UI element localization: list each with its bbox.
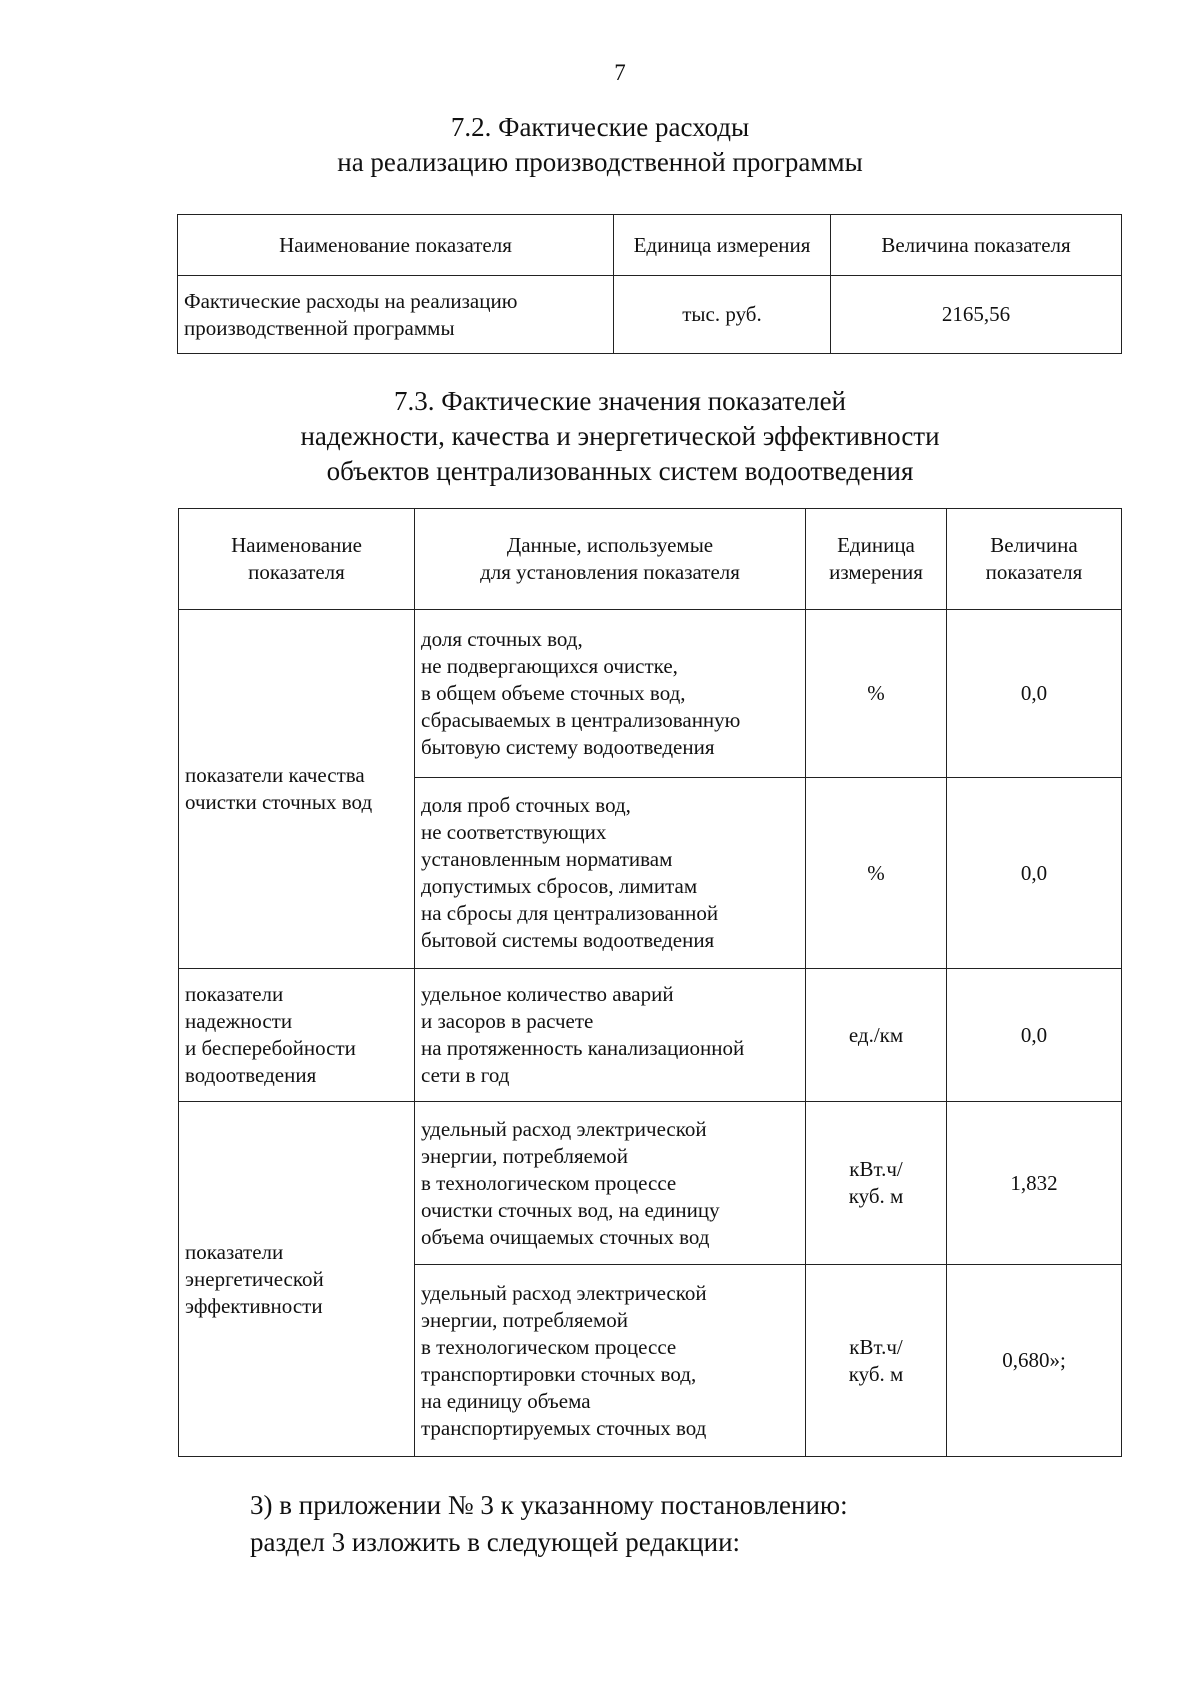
- value-cell: 0,0: [947, 969, 1122, 1102]
- data-used-cell: [415, 969, 806, 1102]
- table-header-row: [179, 509, 1122, 610]
- header-line: для установления показателя: [480, 560, 740, 584]
- header-line: измерения: [829, 560, 923, 584]
- section-72-title-line: на реализацию производственной программы: [337, 147, 863, 177]
- data-line: энергии, потребляемой: [421, 1143, 629, 1168]
- header-unit: Единица измерения: [614, 215, 831, 276]
- table-row: [179, 969, 1122, 1102]
- data-line: установленным нормативам: [421, 847, 673, 871]
- expenses-unit-cell: тыс. руб.: [614, 276, 831, 354]
- group-name-line: показатели: [185, 982, 284, 1006]
- value-cell: 0,0: [947, 610, 1122, 778]
- amendment-line: раздел 3 изложить в следующей редакции:: [250, 1527, 741, 1557]
- data-used-cell: [415, 1102, 806, 1265]
- unit-line: куб. м: [848, 1184, 904, 1208]
- data-line: на протяженность канализационной: [421, 1036, 745, 1060]
- group-name-line: и бесперебойности: [185, 1036, 356, 1060]
- actual-expenses-table: [177, 214, 1122, 354]
- header-indicator-name: [179, 509, 415, 610]
- header-indicator-name: Наименование показателя: [178, 215, 614, 276]
- header-value: [947, 509, 1122, 610]
- group-name-line: энергетической: [185, 1266, 324, 1291]
- page-number: 7: [614, 60, 626, 85]
- header-line: показателя: [248, 560, 345, 584]
- unit-cell: [806, 1265, 947, 1457]
- unit-cell: [806, 1102, 947, 1265]
- header-line: Величина: [990, 533, 1078, 557]
- amendment-line: 3) в приложении № 3 к указанному постановлению:: [250, 1490, 848, 1520]
- table-row: [179, 1102, 1122, 1265]
- header-line: Данные, используемые: [506, 533, 714, 557]
- header-value: Величина показателя: [831, 215, 1122, 276]
- indicators-table: [178, 508, 1122, 1457]
- value-cell: 0,0: [947, 778, 1122, 969]
- group-name-cell: [179, 1102, 415, 1457]
- unit-cell: ед./км: [806, 969, 947, 1102]
- data-line: сети в год: [421, 1063, 510, 1087]
- group-name-line: водоотведения: [185, 1063, 317, 1087]
- data-line: в технологическом процессе: [421, 1334, 677, 1359]
- data-line: в технологическом процессе: [421, 1170, 677, 1195]
- data-line: бытовую систему водоотведения: [421, 735, 715, 759]
- data-line: и засоров в расчете: [421, 1009, 594, 1033]
- data-used-cell: [415, 1265, 806, 1457]
- data-line: не соответствующих: [421, 820, 607, 844]
- value-cell: 0,680»;: [947, 1265, 1122, 1457]
- section-73-title-line: объектов централизованных систем водоотведения: [326, 456, 914, 486]
- group-name-line: надежности: [185, 1009, 293, 1033]
- header-line: Наименование: [231, 533, 362, 557]
- data-line: доля сточных вод,: [421, 627, 583, 651]
- unit-line: кВт.ч/: [849, 1157, 903, 1181]
- header-line: Единица: [837, 533, 915, 557]
- data-line: удельный расход электрической: [421, 1280, 707, 1305]
- section-72-title: [0, 110, 1200, 180]
- data-line: на единицу объема: [421, 1388, 591, 1413]
- section-73-title-line: 7.3. Фактические значения показателей: [393, 386, 847, 416]
- section-72-title-line: 7.2. Фактические расходы: [450, 112, 750, 142]
- data-line: на сбросы для централизованной: [421, 901, 719, 925]
- data-line: транспортировки сточных вод,: [421, 1361, 697, 1386]
- data-line: транспортируемых сточных вод: [421, 1415, 707, 1440]
- data-line: удельное количество аварий: [421, 982, 674, 1006]
- group-name-cell: [179, 969, 415, 1102]
- group-name-cell: [179, 610, 415, 969]
- data-line: очистки сточных вод, на единицу: [421, 1197, 720, 1222]
- amendment-text: [250, 1487, 848, 1561]
- section-73-title: [20, 384, 1200, 489]
- data-used-cell: [415, 778, 806, 969]
- data-line: допустимых сбросов, лимитам: [421, 874, 698, 898]
- table-header-row: [178, 215, 1122, 276]
- expenses-name-cell: [178, 276, 614, 354]
- table-row: [178, 276, 1122, 354]
- group-name-line: эффективности: [185, 1293, 323, 1318]
- data-line: доля проб сточных вод,: [421, 793, 631, 817]
- table-row: [179, 610, 1122, 778]
- group-name-line: показатели: [185, 1239, 284, 1264]
- expenses-name-line: производственной программы: [184, 315, 455, 340]
- data-line: удельный расход электрической: [421, 1116, 707, 1141]
- data-line: объема очищаемых сточных вод: [421, 1224, 710, 1249]
- group-name-line: показатели качества: [185, 763, 365, 787]
- expenses-name-line: Фактические расходы на реализацию: [184, 288, 518, 313]
- unit-cell: %: [806, 610, 947, 778]
- unit-line: кВт.ч/: [849, 1334, 903, 1359]
- header-unit: [806, 509, 947, 610]
- data-line: не подвергающихся очистке,: [421, 654, 678, 678]
- header-data-used: [415, 509, 806, 610]
- data-line: бытовой системы водоотведения: [421, 928, 715, 952]
- value-cell: 1,832: [947, 1102, 1122, 1265]
- unit-line: куб. м: [848, 1361, 904, 1386]
- data-line: в общем объеме сточных вод,: [421, 681, 686, 705]
- header-line: показателя: [985, 560, 1083, 584]
- data-line: энергии, потребляемой: [421, 1307, 629, 1332]
- data-line: сбрасываемых в централизованную: [421, 708, 741, 732]
- unit-cell: %: [806, 778, 947, 969]
- data-used-cell: [415, 610, 806, 778]
- expenses-value-cell: 2165,56: [831, 276, 1122, 354]
- group-name-line: очистки сточных вод: [185, 790, 373, 814]
- section-73-title-line: надежности, качества и энергетической эффективности: [300, 421, 940, 451]
